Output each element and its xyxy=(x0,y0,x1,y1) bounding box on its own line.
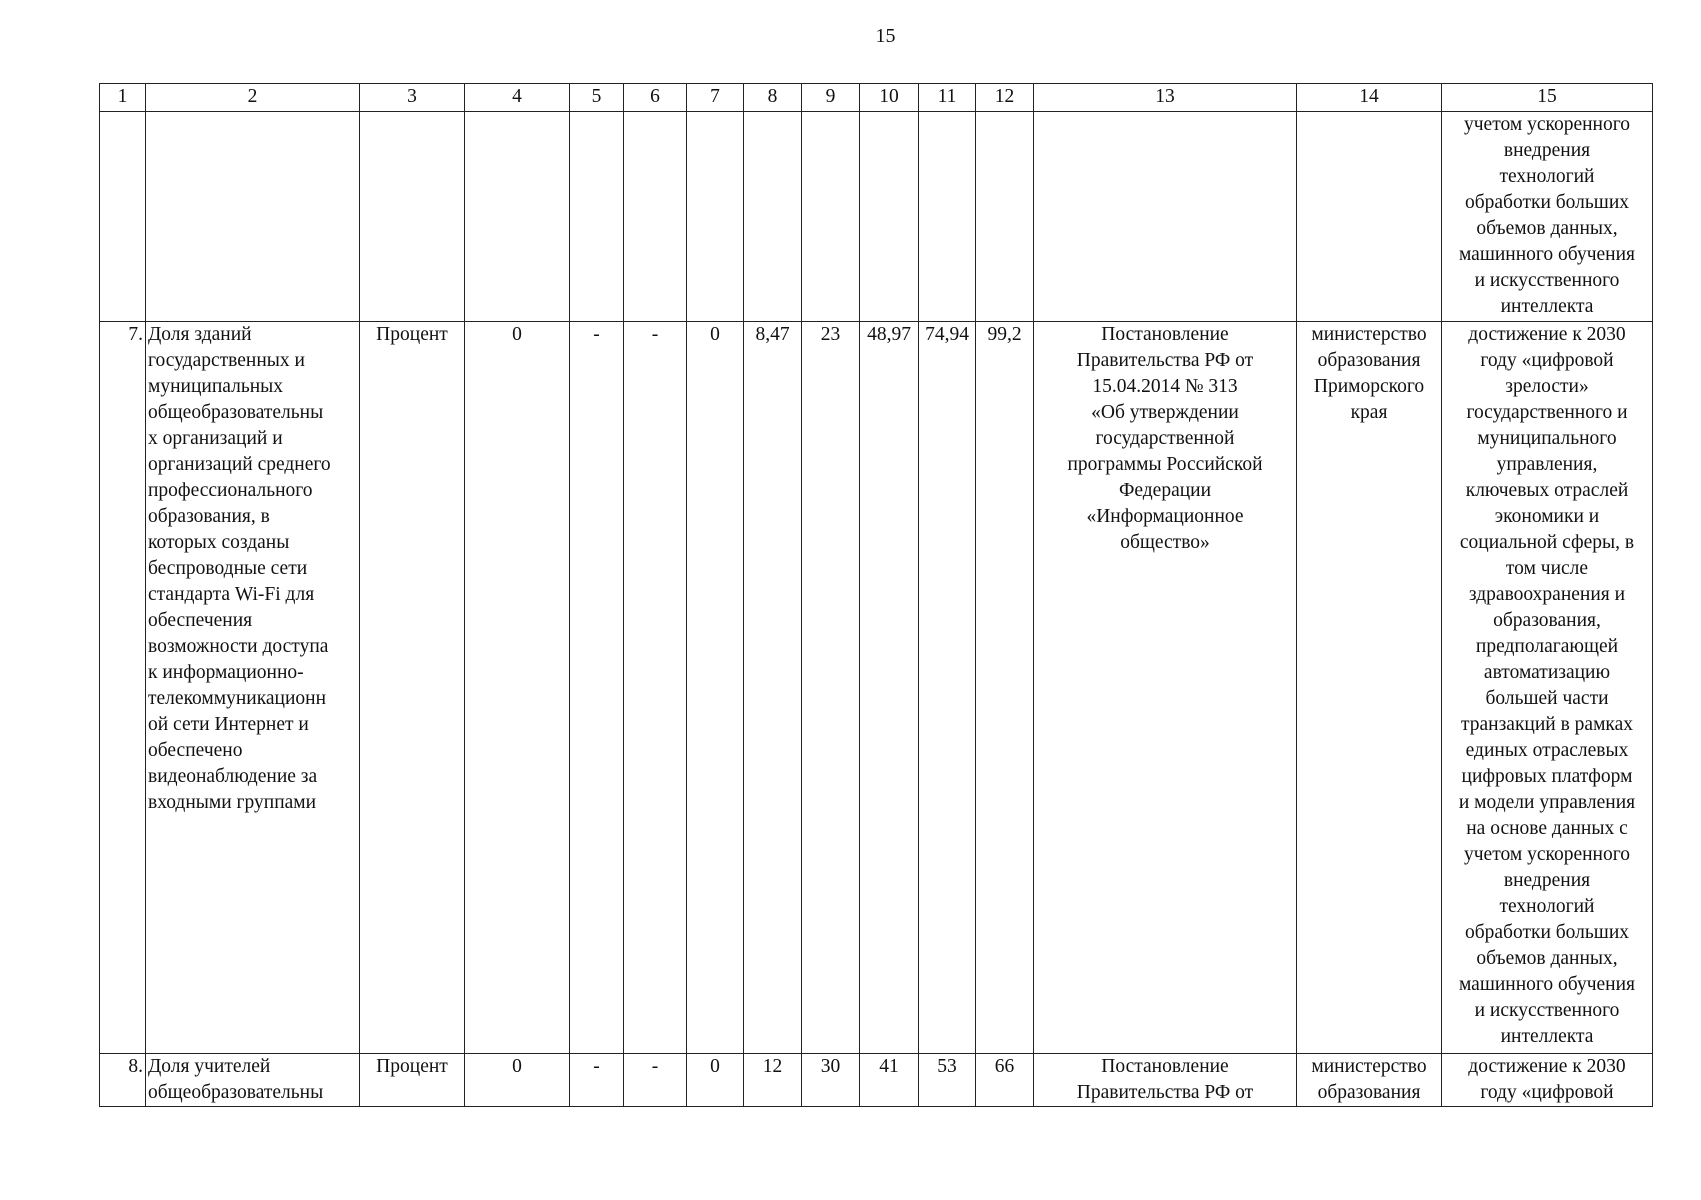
header-cell: 14 xyxy=(1297,84,1442,112)
header-cell: 3 xyxy=(360,84,465,112)
value-cell: 8,47 xyxy=(744,322,802,1054)
value-cell: - xyxy=(570,322,624,1054)
empty-cell xyxy=(802,112,860,322)
header-cell: 12 xyxy=(976,84,1034,112)
value-cell: 30 xyxy=(802,1054,860,1107)
header-cell: 8 xyxy=(744,84,802,112)
empty-cell xyxy=(1297,112,1442,322)
table-row xyxy=(100,1054,1653,1107)
value-cell: 0 xyxy=(687,322,744,1054)
header-cell: 13 xyxy=(1034,84,1297,112)
legal-basis-cell: Постановление Правительства РФ от 15.04.2014 № 313 «Об утверждении государственной программы Российской Федерации «Информационное общество» xyxy=(1034,322,1297,1054)
row-number: 7. xyxy=(100,322,146,1054)
empty-cell xyxy=(465,112,570,322)
header-cell: 11 xyxy=(919,84,976,112)
value-cell: 74,94 xyxy=(919,322,976,1054)
header-row xyxy=(100,84,1653,112)
empty-cell xyxy=(624,112,687,322)
value-cell: - xyxy=(624,1054,687,1107)
header-cell: 9 xyxy=(802,84,860,112)
value-cell: 12 xyxy=(744,1054,802,1107)
value-cell: 0 xyxy=(465,1054,570,1107)
continuation-row xyxy=(100,112,1653,322)
header-cell: 6 xyxy=(624,84,687,112)
indicators-table xyxy=(99,83,1653,1107)
row-number: 8. xyxy=(100,1054,146,1107)
header-cell: 7 xyxy=(687,84,744,112)
header-cell: 5 xyxy=(570,84,624,112)
value-cell: - xyxy=(624,322,687,1054)
value-cell: 99,2 xyxy=(976,322,1034,1054)
empty-cell xyxy=(919,112,976,322)
table-row xyxy=(100,322,1653,1054)
empty-cell xyxy=(100,112,146,322)
empty-cell xyxy=(744,112,802,322)
empty-cell xyxy=(146,112,360,322)
unit-cell: Процент xyxy=(360,322,465,1054)
header-cell: 10 xyxy=(860,84,919,112)
indicator-name: Доля зданий государственных и муниципальных общеобразовательны х организаций и организаций среднего профессионального образования, в которых созданы беспроводные сети стандарта Wi-Fi для обеспечения возможности доступа к информационно- телекоммуникационн ой сети Интернет и обеспечено видеонаблюдение за входными группами xyxy=(146,322,360,1054)
value-cell: 48,97 xyxy=(860,322,919,1054)
goal-cell: учетом ускоренного внедрения технологий обработки больших объемов данных, машинного обучения и искусственного интеллекта xyxy=(1442,112,1653,322)
indicator-name: Доля учителей общеобразовательны xyxy=(146,1054,360,1107)
unit-cell: Процент xyxy=(360,1054,465,1107)
empty-cell xyxy=(976,112,1034,322)
empty-cell xyxy=(860,112,919,322)
header-cell: 4 xyxy=(465,84,570,112)
value-cell: 23 xyxy=(802,322,860,1054)
header-cell: 2 xyxy=(146,84,360,112)
value-cell: 53 xyxy=(919,1054,976,1107)
value-cell: 0 xyxy=(687,1054,744,1107)
empty-cell xyxy=(360,112,465,322)
value-cell: 0 xyxy=(465,322,570,1054)
value-cell: 41 xyxy=(860,1054,919,1107)
goal-cell: достижение к 2030 году «цифровой зрелости» государственного и муниципального управления, ключевых отраслей экономики и социальной сферы, в том числе здравоохранения и образования, предполагающей автоматизацию большей части транзакций в рамках единых отраслевых цифровых платформ и модели управления на основе данных с учетом ускоренного внедрения технологий обработки больших объемов данных, машинного обучения и искусственного интеллекта xyxy=(1442,322,1653,1054)
header-cell: 1 xyxy=(100,84,146,112)
goal-cell: достижение к 2030 году «цифровой xyxy=(1442,1054,1653,1107)
empty-cell xyxy=(570,112,624,322)
value-cell: - xyxy=(570,1054,624,1107)
empty-cell xyxy=(687,112,744,322)
page-number: 15 xyxy=(875,25,896,47)
empty-cell xyxy=(1034,112,1297,322)
value-cell: 66 xyxy=(976,1054,1034,1107)
responsible-cell: министерство образования Приморского края xyxy=(1297,322,1442,1054)
legal-basis-cell: Постановление Правительства РФ от xyxy=(1034,1054,1297,1107)
header-cell: 15 xyxy=(1442,84,1653,112)
responsible-cell: министерство образования xyxy=(1297,1054,1442,1107)
